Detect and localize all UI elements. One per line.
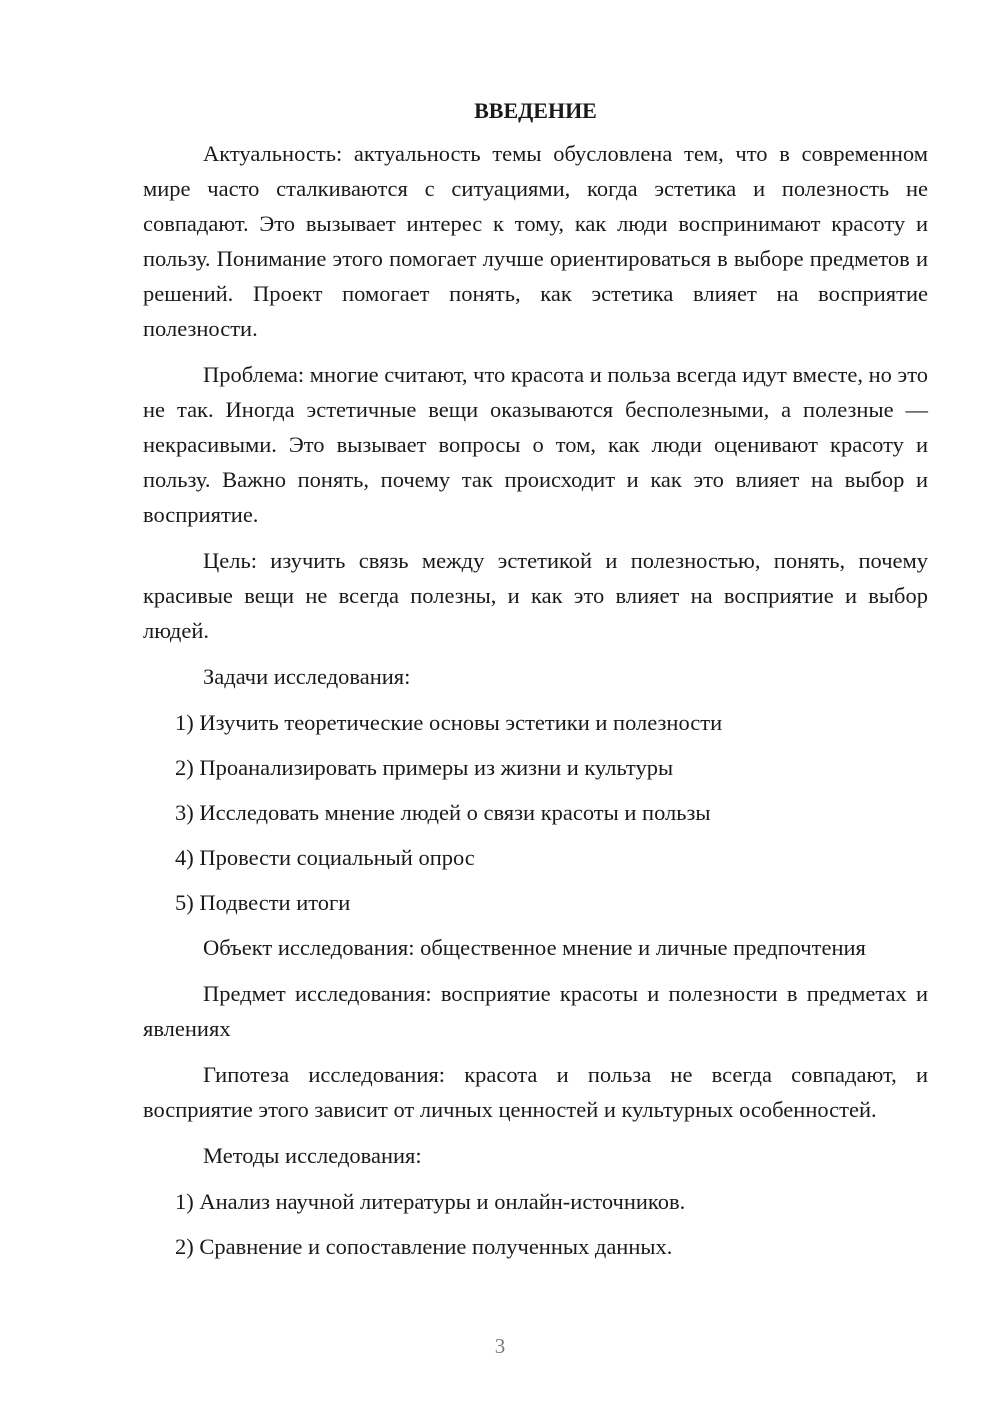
goal-paragraph: Цель: изучить связь между эстетикой и полезностью, понять, почему красивые вещи не всегда полезны, и как это влияет на восприятие и выбор людей. bbox=[143, 548, 928, 643]
document-page bbox=[143, 96, 928, 1274]
object-paragraph: Объект исследования: общественное мнение и личные предпочтения bbox=[203, 935, 866, 960]
list-item: 1) Изучить теоретические основы эстетики и полезности bbox=[175, 710, 723, 735]
list-item: 5) Подвести итоги bbox=[175, 890, 351, 915]
list-item: 4) Провести социальный опрос bbox=[175, 845, 475, 870]
tasks-heading: Задачи исследования: bbox=[203, 664, 411, 689]
page-number: 3 bbox=[494, 1334, 506, 1358]
methods-heading: Методы исследования: bbox=[203, 1143, 422, 1168]
section-title: ВВЕДЕНИЕ bbox=[474, 98, 597, 123]
list-item: 2) Проанализировать примеры из жизни и культуры bbox=[175, 755, 674, 780]
problem-paragraph: Проблема: многие считают, что красота и польза всегда идут вместе, но это не так. Иногда эстетичные вещи оказываются бесполезными, а полезные — некрасивыми. Это вызывает вопросы о том, как люди оценивают красоту и пользу. Важно понять, почему так происходит и как это влияет на выбор и восприятие. bbox=[143, 362, 928, 527]
list-item: 1) Анализ научной литературы и онлайн-источников. bbox=[175, 1189, 686, 1214]
list-item: 2) Сравнение и сопоставление полученных данных. bbox=[175, 1234, 673, 1259]
methods-list bbox=[143, 1184, 928, 1264]
tasks-list bbox=[143, 705, 928, 920]
hypothesis-paragraph: Гипотеза исследования: красота и польза не всегда совпадают, и восприятие этого зависит от личных ценностей и культурных особенностей. bbox=[143, 1062, 928, 1122]
list-item: 3) Исследовать мнение людей о связи красоты и пользы bbox=[175, 800, 711, 825]
subject-paragraph: Предмет исследования: восприятие красоты и полезности в предметах и явлениях bbox=[143, 981, 928, 1041]
relevance-paragraph: Актуальность: актуальность темы обусловлена тем, что в современном мире часто сталкиваются с ситуациями, когда эстетика и полезность не совпадают. Это вызывает интерес к тому, как люди воспринимают красоту и пользу. Понимание этого помогает лучше ориентироваться в выборе предметов и решений. Проект помогает понять, как эстетика влияет на восприятие полезности. bbox=[143, 141, 928, 341]
